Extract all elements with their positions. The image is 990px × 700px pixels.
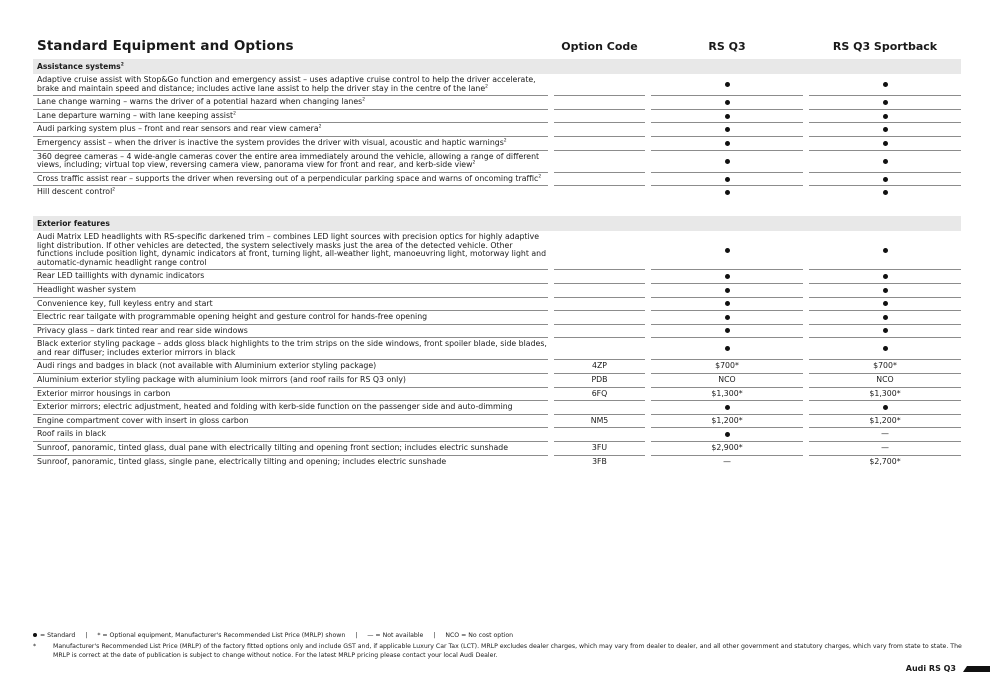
table-row: [33, 284, 961, 298]
legend-divider: |: [433, 632, 436, 639]
feature-text: 360 degree cameras – 4 wide-angle cameras cover the entire area immediately around the vehicle, allowing a range of different views, including; virtual top view, reversing camera view, panorama view for front and rear, and kerb-side view: [37, 151, 540, 170]
feature-description: [33, 298, 548, 312]
rs-q3-cell: [651, 311, 803, 325]
rs-q3-cell: [651, 338, 803, 360]
table-row: [33, 151, 961, 173]
feature-text: Sunroof, panoramic, tinted glass, dual pane with electrically tilting and opening front section; includes electric sunshade: [37, 443, 509, 453]
rs-q3-sportback-cell: [809, 123, 961, 137]
standard-dot-icon: [725, 274, 730, 279]
option-code-cell: [554, 360, 645, 374]
feature-text: Audi rings and badges in black (not available with Aluminium exterior styling package): [37, 361, 377, 371]
feature-text: Exterior mirrors; electric adjustment, heated and folding with kerb-side function on the passenger side and auto-dimming: [37, 402, 513, 412]
standard-dot-icon: [725, 141, 730, 146]
standard-dot-icon: [883, 405, 888, 410]
standard-dot-icon: [883, 190, 888, 195]
rs-q3-cell: [651, 151, 803, 173]
rs-q3-sportback-cell: [809, 456, 961, 469]
feature-text: Adaptive cruise assist with Stop&Go function and emergency assist – uses adaptive cruise control to help the driver accelerate, brake and maintain speed and distance; includes active lane assist to help the driver stay in the centre of the lane: [37, 75, 536, 93]
table-row: [33, 415, 961, 429]
footnote: [33, 643, 963, 660]
feature-description: [33, 74, 548, 96]
option-code-cell-value: 3FB: [592, 456, 607, 466]
table-row: [33, 173, 961, 187]
standard-dot-icon: [725, 248, 730, 253]
standard-dot-icon: [883, 301, 888, 306]
rs-q3-sportback-cell: [809, 137, 961, 151]
option-code-cell: [554, 137, 645, 151]
feature-description: [33, 311, 548, 325]
table-row: [33, 96, 961, 110]
section-gap: [33, 199, 961, 216]
feature-text: Electric rear tailgate with programmable opening height and gesture control for hands-free opening: [37, 312, 428, 322]
rs-q3-cell: [651, 325, 803, 339]
feature-text: Sunroof, panoramic, tinted glass, single pane, electrically tilting and opening; includes electric sunshade: [37, 456, 447, 466]
standard-dot-icon: [725, 432, 730, 437]
column-header-option-code: Option Code: [561, 40, 638, 53]
rs-q3-cell: [651, 74, 803, 96]
rs-q3-cell: [651, 173, 803, 187]
feature-description: [33, 442, 548, 456]
standard-dot-icon: [883, 82, 888, 87]
standard-dot-icon: [883, 141, 888, 146]
option-code-cell: [554, 401, 645, 415]
feature-description: [33, 388, 548, 402]
legend-nco: NCO = No cost option: [445, 632, 514, 639]
standard-dot-icon: [725, 288, 730, 293]
rs-q3-sportback-cell: [809, 74, 961, 96]
rs-q3-cell: [651, 284, 803, 298]
option-code-cell: [554, 284, 645, 298]
rs-q3-cell-value: $1,200*: [711, 415, 743, 425]
legend-divider: |: [85, 632, 88, 639]
feature-description: [33, 231, 548, 270]
table-row: [33, 110, 961, 124]
rs-q3-cell: [651, 270, 803, 284]
standard-dot-icon: [883, 100, 888, 105]
rs-q3-cell: [651, 388, 803, 402]
rs-q3-sportback-cell: [809, 374, 961, 388]
rs-q3-sportback-cell: [809, 360, 961, 374]
table-row: [33, 137, 961, 151]
standard-dot-icon: [725, 301, 730, 306]
standard-dot-icon: [725, 405, 730, 410]
standard-dot-icon: [725, 177, 730, 182]
rs-q3-sportback-cell: [809, 401, 961, 415]
rs-q3-sportback-cell-value: —: [881, 429, 889, 439]
rs-q3-sportback-cell: [809, 110, 961, 124]
standard-dot-icon: [725, 159, 730, 164]
feature-description: [33, 360, 548, 374]
section-title: Exterior features: [37, 218, 110, 228]
option-code-cell-value: 6FQ: [591, 388, 608, 398]
rs-q3-sportback-cell: [809, 96, 961, 110]
table-row: [33, 360, 961, 374]
rs-q3-sportback-cell: [809, 325, 961, 339]
rs-q3-cell: [651, 401, 803, 415]
rs-q3-sportback-cell: [809, 388, 961, 402]
rs-q3-cell: [651, 442, 803, 456]
rs-q3-sportback-cell: [809, 186, 961, 199]
table-row: [33, 374, 961, 388]
feature-description: [33, 284, 548, 298]
rs-q3-sportback-cell: [809, 338, 961, 360]
table-row: [33, 442, 961, 456]
footnote-ref: 2: [472, 160, 476, 166]
footnote-ref: 2: [233, 111, 236, 117]
rs-q3-sportback-cell: [809, 311, 961, 325]
standard-dot-icon: [883, 288, 888, 293]
page-title: Standard Equipment and Options: [37, 38, 294, 54]
feature-description: [33, 123, 548, 137]
rs-q3-sportback-cell: [809, 270, 961, 284]
feature-text: Cross traffic assist rear – supports the driver when reversing out of a perpendicular parking space and warns of oncoming traffic: [37, 173, 539, 183]
table-row: [33, 74, 961, 96]
standard-dot-icon: [883, 346, 888, 351]
option-code-cell: [554, 151, 645, 173]
section-title: Assistance systems: [37, 62, 121, 71]
feature-description: [33, 110, 548, 124]
table-row: [33, 123, 961, 137]
standard-dot-icon: [883, 177, 888, 182]
table-row: [33, 270, 961, 284]
table-row: [33, 388, 961, 402]
rs-q3-cell-value: $700*: [715, 361, 739, 371]
rs-q3-cell: [651, 110, 803, 124]
footnote-text: Manufacturer's Recommended List Price (MRLP) of the factory fitted options only and include GST and, if applicable Luxury Car Tax (LCT). MRLP excludes dealer charges, which may vary from dealer to dealer, and all other government and statutory charges, which vary from state to state. The MRLP is correct at the date of publication is subject to change without notice. For the latest MRLP pricing please contact your local Audi Dealer.: [53, 643, 962, 659]
option-code-cell: [554, 123, 645, 137]
rs-q3-sportback-cell: [809, 428, 961, 442]
table-row: [33, 428, 961, 442]
rs-q3-cell: [651, 123, 803, 137]
legend-not-available: — = Not available: [367, 632, 424, 639]
option-code-cell: [554, 110, 645, 124]
table-row: [33, 456, 961, 469]
standard-dot-icon: [725, 114, 730, 119]
rs-q3-sportback-cell: [809, 173, 961, 187]
feature-description: [33, 96, 548, 110]
feature-description: [33, 374, 548, 388]
option-code-cell: [554, 173, 645, 187]
rs-q3-sportback-cell: [809, 442, 961, 456]
option-code-cell: [554, 442, 645, 456]
standard-dot-icon: [725, 190, 730, 195]
feature-description: [33, 137, 548, 151]
feature-description: [33, 151, 548, 173]
rs-q3-sportback-cell: [809, 298, 961, 312]
feature-text: Audi parking system plus – front and rear sensors and rear view camera: [37, 124, 319, 134]
feature-text: Headlight washer system: [37, 284, 136, 294]
section-header: [33, 216, 961, 231]
option-code-cell-value: 4ZP: [591, 361, 607, 371]
standard-dot-icon: [725, 346, 730, 351]
rs-q3-sportback-cell: [809, 415, 961, 429]
rs-q3-sportback-cell: [809, 284, 961, 298]
rs-q3-sportback-cell: [809, 231, 961, 270]
feature-text: Black exterior styling package – adds gloss black highlights to the trim strips on the side windows, front spoiler blade, side blades, and rear diffuser; includes exterior mirrors in black: [37, 339, 547, 357]
option-code-cell: [554, 374, 645, 388]
standard-dot-icon: [33, 633, 37, 637]
table-row: [33, 325, 961, 339]
feature-description: [33, 338, 548, 360]
feature-description: [33, 270, 548, 284]
feature-description: [33, 325, 548, 339]
table-row: [33, 338, 961, 360]
option-code-cell: [554, 74, 645, 96]
rs-q3-sportback-cell-value: —: [881, 443, 889, 453]
standard-dot-icon: [725, 127, 730, 132]
rs-q3-cell: [651, 298, 803, 312]
standard-dot-icon: [883, 274, 888, 279]
rs-q3-sportback-cell-value: $2,700*: [869, 456, 901, 466]
feature-description: [33, 186, 548, 199]
standard-dot-icon: [725, 100, 730, 105]
rs-q3-cell: [651, 374, 803, 388]
equipment-table: [33, 59, 961, 468]
standard-dot-icon: [883, 159, 888, 164]
feature-description: [33, 401, 548, 415]
option-code-cell: [554, 270, 645, 284]
standard-dot-icon: [883, 315, 888, 320]
rs-q3-cell: [651, 186, 803, 199]
option-code-cell: [554, 311, 645, 325]
rs-q3-cell: [651, 415, 803, 429]
rs-q3-cell: [651, 96, 803, 110]
footnote-ref: 2: [362, 97, 366, 103]
option-code-cell: [554, 456, 645, 469]
feature-text: Hill descent control: [37, 187, 113, 197]
option-code-cell: [554, 428, 645, 442]
standard-dot-icon: [725, 328, 730, 333]
standard-dot-icon: [883, 328, 888, 333]
standard-dot-icon: [883, 248, 888, 253]
option-code-cell-value: PDB: [591, 375, 608, 385]
legend-optional: * = Optional equipment, Manufacturer's Recommended List Price (MRLP) shown: [97, 632, 346, 639]
option-code-cell: [554, 298, 645, 312]
footnote-ref: 2: [503, 138, 507, 144]
feature-text: Engine compartment cover with insert in gloss carbon: [37, 415, 249, 425]
table-row: [33, 298, 961, 312]
feature-text: Audi Matrix LED headlights with RS-specific darkened trim – combines LED light sources with precision optics for highly adaptive light distribution. If other vehicles are detected, the system selectively masks just the area of the detected vehicle. Other functions include position light, dynamic indicators at front, turning light, all-weather light, manoeuvring light, motorway light and automatic-dynamic headlight range control: [37, 231, 547, 267]
feature-text: Rear LED taillights with dynamic indicators: [37, 271, 205, 281]
feature-description: [33, 415, 548, 429]
rs-q3-cell: [651, 428, 803, 442]
feature-description: [33, 173, 548, 187]
footer-brand: Audi RS Q3: [905, 664, 956, 673]
section-header: [33, 59, 961, 74]
standard-dot-icon: [725, 82, 730, 87]
standard-dot-icon: [725, 315, 730, 320]
option-code-cell-value: NM5: [590, 415, 609, 425]
footnote-ref: 2: [485, 84, 489, 89]
rs-q3-cell: [651, 137, 803, 151]
table-row: [33, 186, 961, 199]
rs-q3-cell-value: NCO: [718, 375, 736, 385]
option-code-cell: [554, 231, 645, 270]
table-row: [33, 231, 961, 270]
rs-q3-cell: [651, 456, 803, 469]
feature-text: Emergency assist – when the driver is inactive the system provides the driver with visual, acoustic and haptic warnings: [37, 137, 504, 147]
feature-text: Exterior mirror housings in carbon: [37, 388, 171, 398]
rs-q3-cell-value: $2,900*: [711, 443, 743, 453]
rs-q3-sportback-cell: [809, 151, 961, 173]
standard-dot-icon: [883, 114, 888, 119]
feature-text: Aluminium exterior styling package with aluminium look mirrors (and roof rails for RS Q3 only): [37, 375, 406, 385]
rs-q3-sportback-cell-value: NCO: [876, 375, 894, 385]
option-code-cell: [554, 325, 645, 339]
footnote-mark: *: [33, 643, 37, 650]
feature-text: Lane change warning – warns the driver of a potential hazard when changing lanes: [37, 97, 363, 107]
rs-q3-sportback-cell-value: $700*: [873, 361, 897, 371]
table-row: [33, 401, 961, 415]
rs-q3-cell-value: —: [723, 456, 731, 466]
option-code-cell: [554, 338, 645, 360]
rs-q3-sportback-cell-value: $1,200*: [869, 415, 901, 425]
feature-description: [33, 428, 548, 442]
feature-text: Privacy glass – dark tinted rear and rear side windows: [37, 325, 248, 335]
feature-text: Convenience key, full keyless entry and start: [37, 298, 213, 308]
footnote-ref: 2: [120, 62, 124, 68]
option-code-cell: [554, 96, 645, 110]
rs-q3-sportback-cell-value: $1,300*: [869, 388, 901, 398]
feature-text: Lane departure warning – with lane keeping assist: [37, 110, 234, 120]
feature-text: Roof rails in black: [37, 429, 106, 439]
footnote-ref: 2: [318, 124, 322, 130]
table-row: [33, 311, 961, 325]
feature-description: [33, 456, 548, 469]
option-code-cell: [554, 415, 645, 429]
standard-dot-icon: [883, 127, 888, 132]
option-code-cell: [554, 388, 645, 402]
column-header-rs-q3: RS Q3: [708, 40, 746, 53]
rs-q3-cell: [651, 231, 803, 270]
column-header-rs-q3-sportback: RS Q3 Sportback: [832, 40, 938, 53]
legend-standard: = Standard: [40, 632, 76, 639]
footnote-ref: 2: [112, 187, 116, 193]
footnote-ref: 2: [538, 174, 542, 180]
legend-divider: |: [355, 632, 358, 639]
footer-bar-decoration: [963, 666, 990, 672]
option-code-cell: [554, 186, 645, 199]
rs-q3-cell: [651, 360, 803, 374]
rs-q3-cell-value: $1,300*: [711, 388, 743, 398]
option-code-cell-value: 3FU: [591, 443, 608, 453]
legend: [33, 632, 513, 639]
